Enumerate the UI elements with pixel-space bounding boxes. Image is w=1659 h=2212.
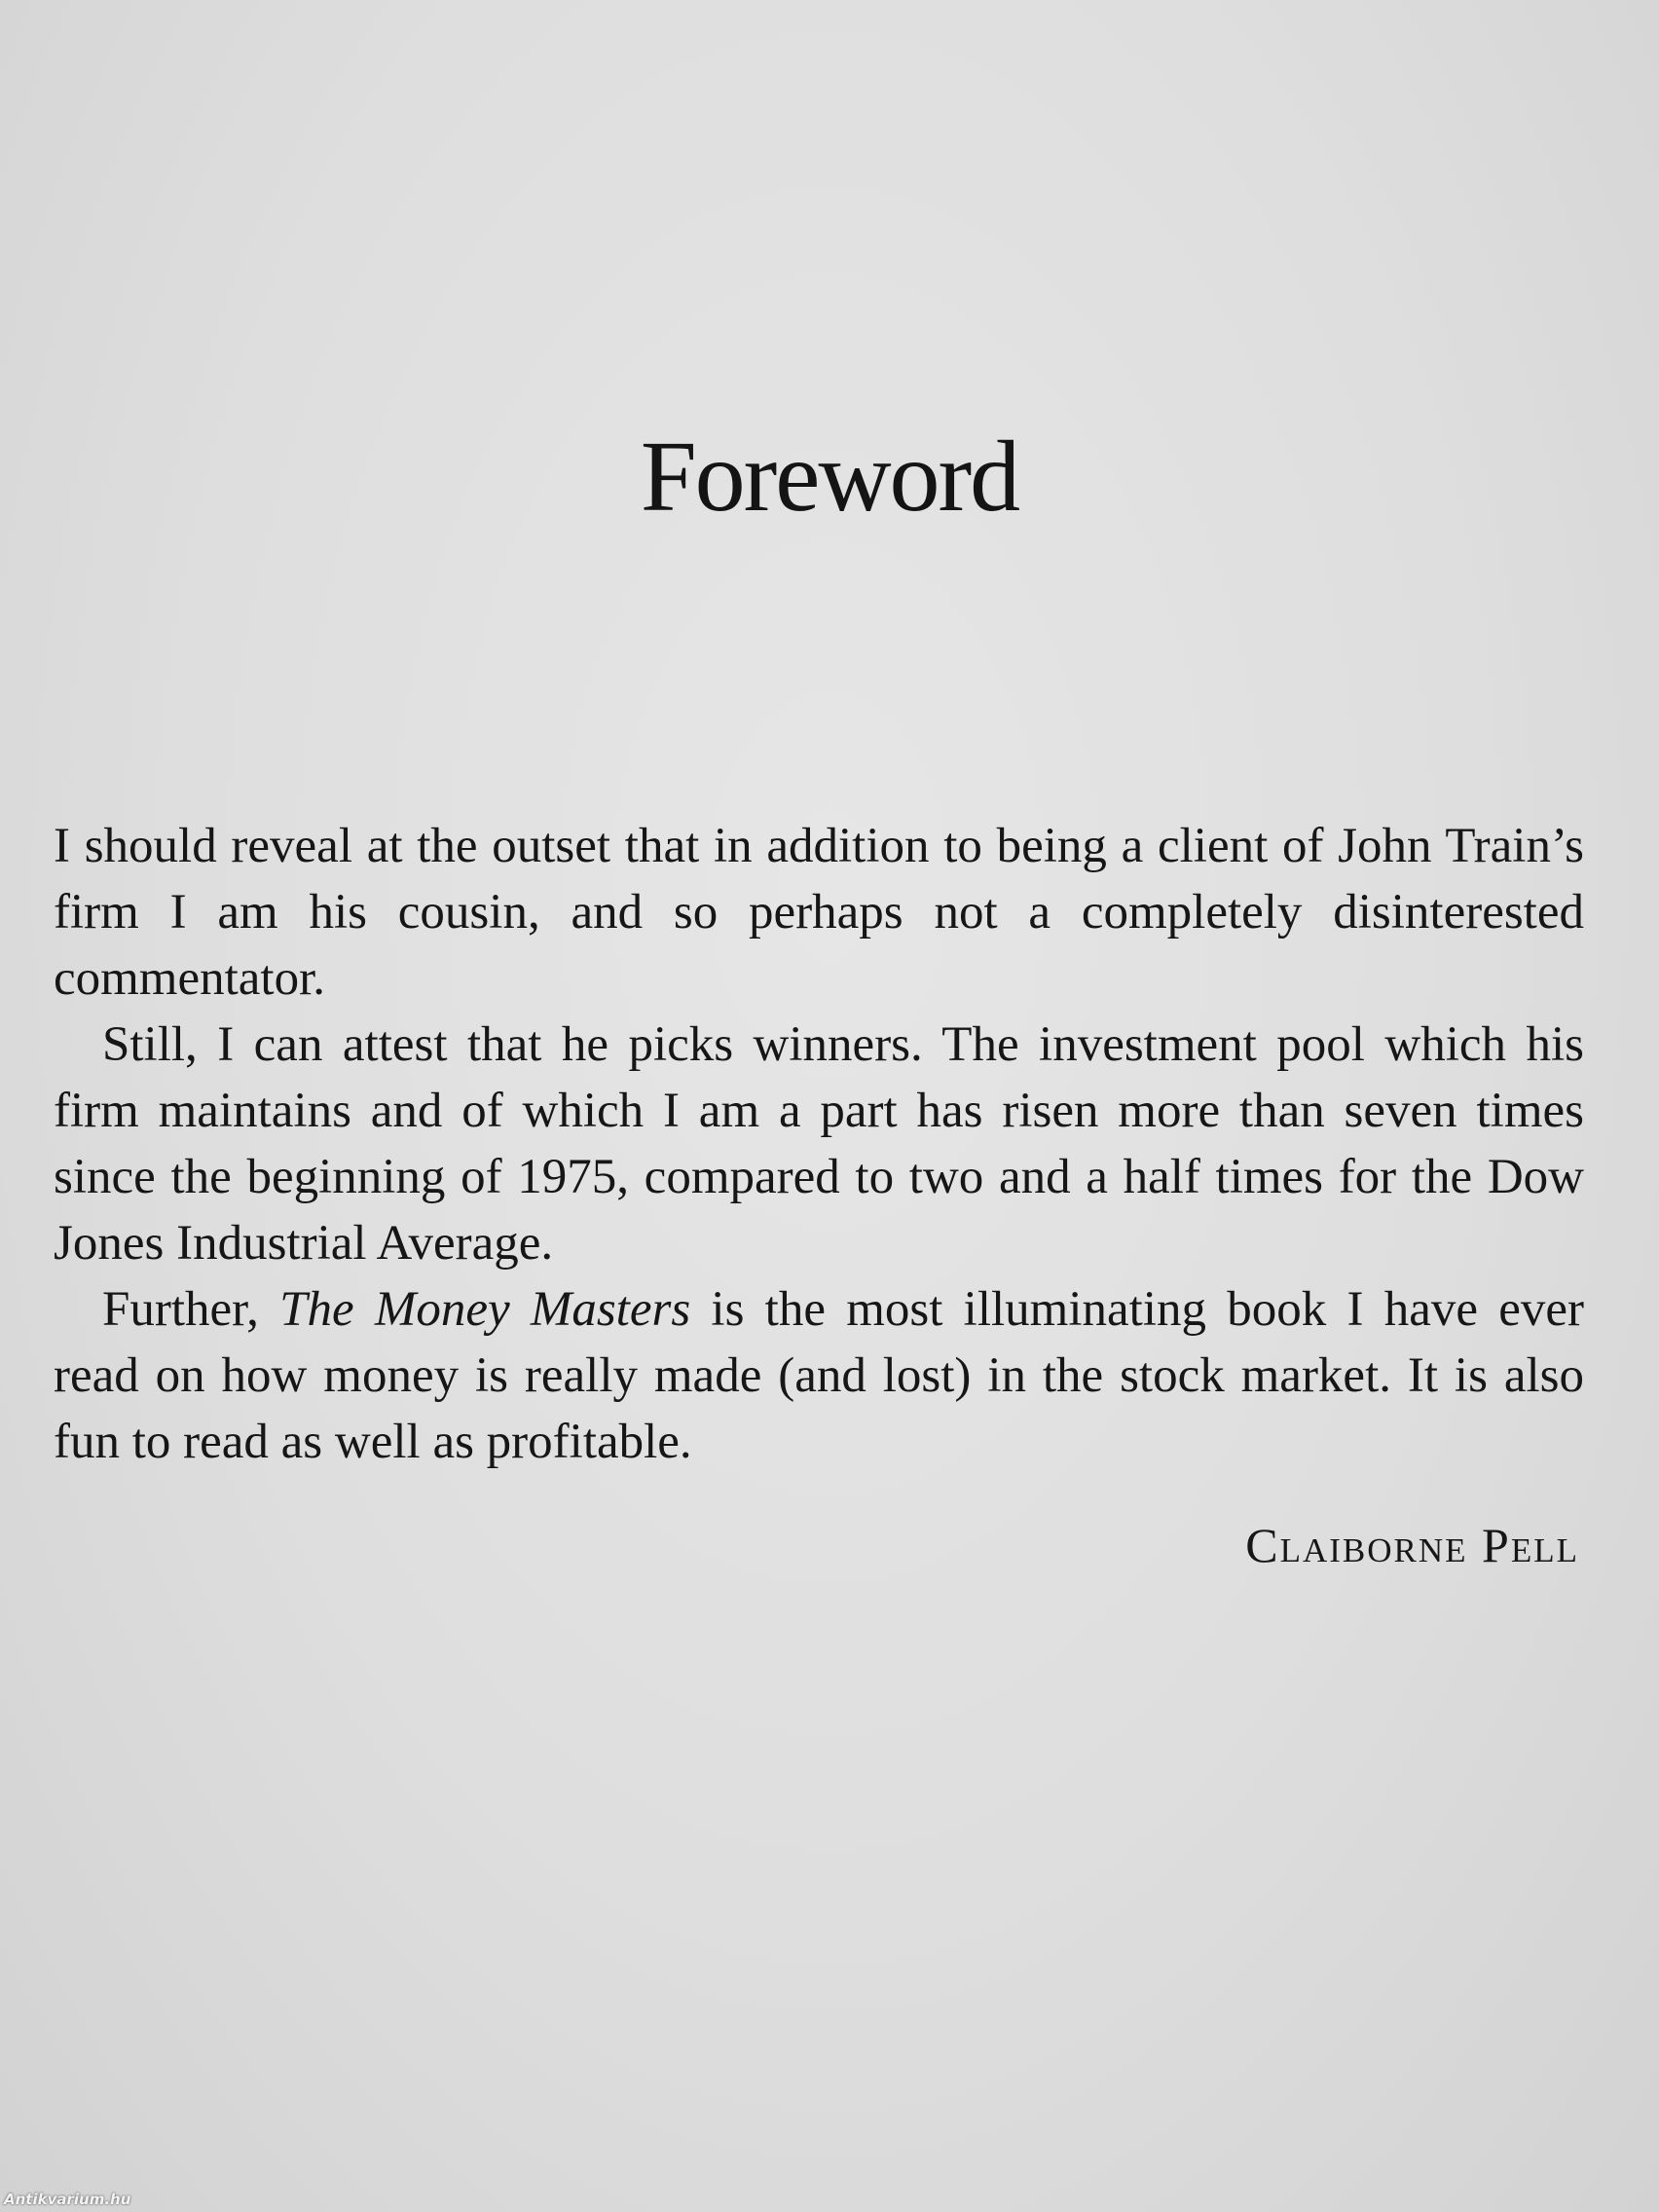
paragraph-2: [54, 1012, 1584, 1276]
page-title: Foreword: [640, 421, 1019, 533]
paragraph-1: [54, 813, 1584, 1012]
book-title-italic: The Money Masters: [279, 1282, 691, 1337]
paragraph-3: [54, 1276, 1584, 1475]
paragraph-3-text-start: Further,: [102, 1282, 280, 1337]
paragraph-1-text: I should reveal at the outset that in addition to being a client of John Train’s firm I am his cousin, and so perhaps not a completely disinterested commentator.: [54, 819, 1584, 1006]
author-signature: Claiborne Pell: [1245, 1518, 1579, 1572]
foreword-body: [54, 813, 1584, 1475]
paragraph-3-text-end: is the most illuminating book I have ever read on how money is really made (and lost) in the stock market. It is also fun to read as well as profitable.: [54, 1282, 1584, 1469]
watermark: Antikvarium.hu: [4, 2191, 131, 2208]
paragraph-2-text: Still, I can attest that he picks winners. The investment pool which his firm maintains and of which I am a part has risen more than seven times since the beginning of 1975, compared to two and a half times for the Dow Jones Industrial Average.: [54, 1017, 1584, 1271]
